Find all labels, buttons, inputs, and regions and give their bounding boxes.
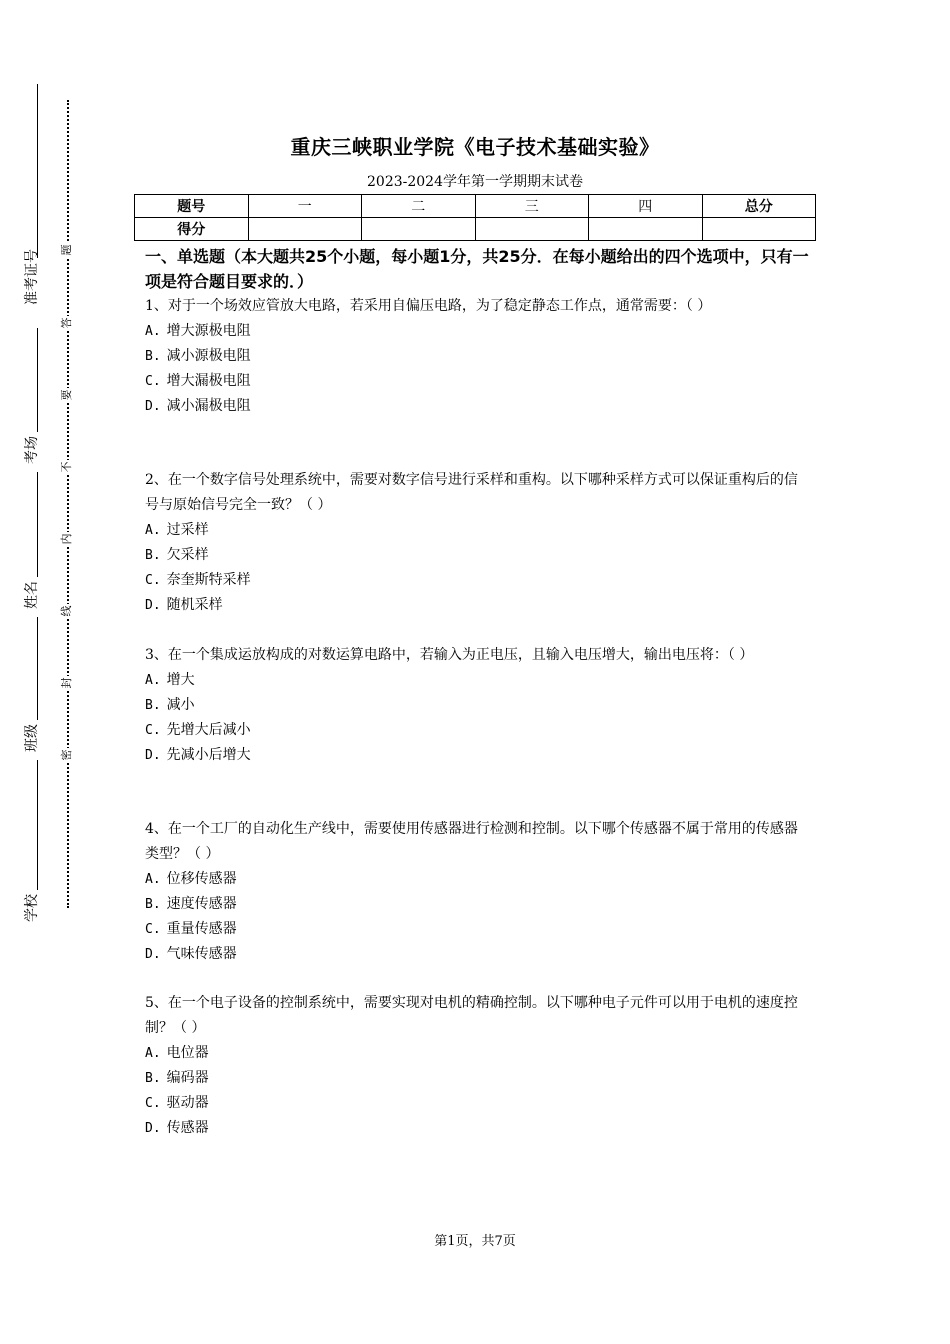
seal-char: 内 [58,532,76,546]
option-b[interactable]: B. 减小 [145,697,195,713]
score-header-cell: 一 [248,195,362,218]
question-stem: 3、在一个集成运放构成的对数运算电路中，若输入为正电压，且输入电压增大，输出电压将：（ ） [145,647,754,663]
question-4 [145,817,810,967]
option-c[interactable]: C. 奈奎斯特采样 [145,572,251,588]
score-header-row [135,195,816,218]
option-c[interactable]: C. 驱动器 [145,1095,209,1111]
score-cell[interactable] [702,218,816,241]
question-2 [145,468,810,618]
option-d[interactable]: D. 减小漏极电阻 [145,398,251,414]
score-header-cell: 四 [589,195,703,218]
question-3 [145,643,810,768]
seal-char: 要 [58,388,76,402]
school-label: 学校 [20,890,44,930]
seal-char: 密 [58,748,76,762]
binding-line [37,84,38,929]
option-a[interactable]: A. 增大源极电阻 [145,323,251,339]
option-b[interactable]: B. 编码器 [145,1070,209,1086]
option-d[interactable]: D. 先减小后增大 [145,747,251,763]
seal-dotted-line [67,100,69,908]
score-cell[interactable] [589,218,703,241]
option-b[interactable]: B. 速度传感器 [145,896,237,912]
seal-char: 封 [58,676,76,690]
score-header-cell: 总分 [702,195,816,218]
score-header-cell: 三 [475,195,589,218]
option-b[interactable]: B. 减小源极电阻 [145,348,251,364]
option-d[interactable]: D. 随机采样 [145,597,223,613]
option-c[interactable]: C. 重量传感器 [145,921,237,937]
score-header-cell: 二 [362,195,476,218]
section-heading: 一、单选题（本大题共25个小题，每小题1分，共25分．在每小题给出的四个选项中，只有一项是符合题目要求的．） [145,247,809,291]
question-stem: 4、在一个工厂的自动化生产线中，需要使用传感器进行检测和控制。以下哪个传感器不属于常用的传感器类型？（ ） [145,821,798,862]
score-cell[interactable] [248,218,362,241]
seal-char: 题 [58,243,76,257]
question-stem: 2、在一个数字信号处理系统中，需要对数字信号进行采样和重构。以下哪种采样方式可以保证重构后的信号与原始信号完全一致？（ ） [145,472,798,513]
score-header-cell: 题号 [135,195,249,218]
option-a[interactable]: A. 过采样 [145,522,209,538]
seal-char: 线 [58,604,76,618]
option-d[interactable]: D. 气味传感器 [145,946,237,962]
score-row [135,218,816,241]
option-d[interactable]: D. 传感器 [145,1120,209,1136]
score-row-label: 得分 [135,218,249,241]
score-cell[interactable] [362,218,476,241]
seal-char: 答 [58,316,76,330]
binding-margin [0,0,90,1344]
option-c[interactable]: C. 先增大后减小 [145,722,251,738]
exam-title: 重庆三峡职业学院《电子技术基础实验》 [290,135,660,159]
option-a[interactable]: A. 电位器 [145,1045,209,1061]
option-c[interactable]: C. 增大漏极电阻 [145,373,251,389]
exam-room-label: 考场 [20,432,44,472]
page-footer: 第1页，共7页 [434,1234,516,1249]
name-label: 姓名 [20,577,44,617]
seal-char: 不 [58,460,76,474]
question-stem: 5、在一个电子设备的控制系统中，需要实现对电机的精确控制。以下哪种电子元件可以用于电机的速度控制？（ ） [145,995,798,1036]
score-table [134,194,816,241]
question-5 [145,991,810,1141]
score-cell[interactable] [475,218,589,241]
option-b[interactable]: B. 欠采样 [145,547,209,563]
option-a[interactable]: A. 增大 [145,672,195,688]
option-a[interactable]: A. 位移传感器 [145,871,237,887]
question-1 [145,294,810,419]
question-stem: 1、对于一个场效应管放大电路，若采用自偏压电路，为了稳定静态工作点，通常需要：（ ） [145,298,712,314]
exam-subtitle: 2023-2024学年第一学期期末试卷 [367,174,583,190]
exam-id-label: 准考证号 [20,258,44,328]
class-label: 班级 [20,720,44,760]
